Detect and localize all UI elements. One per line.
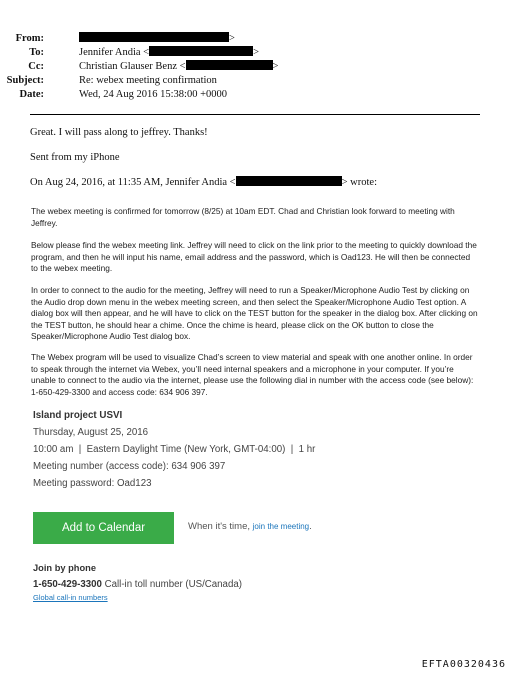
from-label: From:	[15, 33, 44, 44]
redaction-bar	[149, 46, 253, 56]
quoted-paragraph-4: The Webex program will be used to visualize Chad’s screen to view material and speak with one another online. In order to speak through the internet via Webex, you’ll need internal speakers and a microphone in your computer. If you’re unable to connect to the audio via the internet, please use the following dial in number with the access code (see below): 1-650-429-3300 and access code: 634 906 397.	[31, 352, 474, 397]
reply-message: Great. I will pass along to jeffrey. Thanks!	[30, 127, 208, 138]
quoted-paragraph-1: The webex meeting is confirmed for tomorrow (8/25) at 10am EDT. Chad and Christian look forward to meeting with Jeffrey.	[31, 206, 455, 228]
meeting-time: 10:00 am | Eastern Daylight Time (New York, GMT-04:00) | 1 hr	[33, 444, 316, 455]
document-id: EFTA00320436	[421, 659, 506, 670]
subject-value: Re: webex meeting confirmation	[79, 75, 217, 86]
date-value: Wed, 24 Aug 2016 15:38:00 +0000	[79, 89, 227, 100]
header-divider	[30, 114, 480, 115]
reply-signature: Sent from my iPhone	[30, 152, 120, 163]
redaction-bar	[186, 60, 273, 70]
global-call-in-numbers-link[interactable]: Global call-in numbers	[33, 593, 108, 602]
phone-number-row	[33, 579, 242, 590]
redaction-bar	[79, 32, 229, 42]
to-label: To:	[29, 47, 44, 58]
phone-number: 1-650-429-3300	[33, 579, 102, 590]
meeting-title: Island project USVI	[33, 410, 123, 421]
meeting-password: Meeting password: Oad123	[33, 478, 152, 489]
join-instruction: When it's time, join the meeting.	[188, 521, 312, 532]
from-value: >	[79, 32, 235, 46]
join-meeting-link[interactable]: join the meeting	[252, 522, 310, 531]
meeting-number: Meeting number (access code): 634 906 397	[33, 461, 226, 472]
to-value: Jennifer Andia < >	[79, 47, 259, 58]
subject-label: Subject:	[6, 75, 44, 86]
join-by-phone-heading: Join by phone	[33, 563, 97, 573]
cc-value: Christian Glauser Benz < >	[79, 61, 279, 72]
date-label: Date:	[19, 89, 44, 100]
quoted-paragraph-2: Below please find the webex meeting link. Jeffrey will need to click on the link prior to the meeting to quickly download the program, and then he will input his name, email address and the password, which is Oad123. He will then be connected to the webex meeting.	[31, 240, 477, 274]
redaction-bar	[236, 176, 342, 186]
cc-label: Cc:	[28, 61, 44, 72]
phone-number-desc: Call-in toll number (US/Canada)	[101, 579, 242, 590]
add-to-calendar-button[interactable]: Add to Calendar	[33, 512, 174, 544]
quoted-paragraph-3: In order to connect to the audio for the meeting, Jeffrey will need to run a Speaker/Microphone Audio Test by clicking on the Audio drop down menu in the webex meeting screen, and then select the Speaker/Microphone Audio Test option. A dialog box will then appear, and he will have to click on the TEST button for the speaker in the dialog box. After clicking on the TEST button, he should hear a chime. Once the chime is heard, please click on the OK button to close the Speaker/Microphone Audio Test dialog box.	[31, 285, 478, 342]
quote-attribution: On Aug 24, 2016, at 11:35 AM, Jennifer Andia < > wrote:	[30, 177, 377, 188]
meeting-date: Thursday, August 25, 2016	[33, 427, 149, 438]
